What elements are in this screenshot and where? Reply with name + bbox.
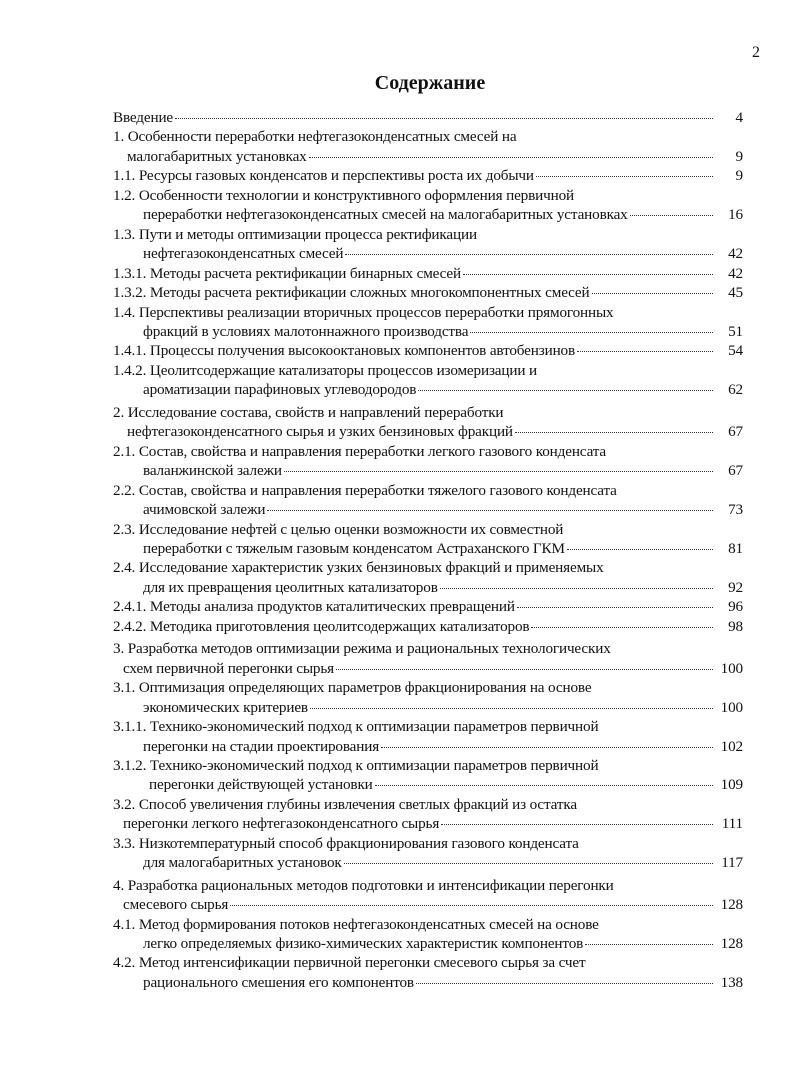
toc-page-number: 100 [720,698,743,716]
toc-entry-line [113,678,743,697]
toc-entry-line [113,264,743,283]
toc-entry[interactable] [113,678,743,717]
dot-leader [267,510,713,511]
toc-entry-title: 2.4. Исследование характеристик узких бензиновых фракций и применяемых [113,559,604,577]
toc-entry-line [113,737,743,756]
toc-entry-title: нефтегазоконденсатных смесей [143,245,344,263]
toc-entry-title: смесевого сырья [123,896,229,914]
toc-page-number: 100 [720,659,743,677]
dot-leader [309,157,713,158]
toc-entry-title: 1.1. Ресурсы газовых конденсатов и перспективы роста их добычи [113,167,534,185]
toc-entry-title: 2. Исследование состава, свойств и направлений переработки [113,403,504,421]
toc-entry-title: 1.3.2. Методы расчета ректификации сложных многокомпонентных смесей [113,284,590,302]
dot-leader [381,747,713,748]
toc-entry[interactable] [113,403,743,442]
toc-entry-line [113,147,743,166]
dot-leader [630,215,713,216]
toc-entry-title: 3.1.1. Технико-экономический подход к оптимизации параметров первичной [113,718,599,736]
dot-leader [175,118,713,119]
toc-entry-line [113,361,743,380]
toc-entry-line [113,853,743,872]
toc-entry-line [113,442,743,461]
toc-page-number: 62 [728,381,743,399]
toc-entry[interactable] [113,108,743,127]
toc-entry-title: для малогабаритных установок [143,854,342,872]
toc-page-number: 9 [735,167,743,185]
dot-leader [567,549,713,550]
dot-leader [470,332,713,333]
toc-entry-line [113,225,743,244]
toc-entry[interactable] [113,361,743,400]
toc-entry[interactable] [113,717,743,756]
toc-entry-title: 3. Разработка методов оптимизации режима и рациональных технологических [113,640,611,658]
toc-entry[interactable] [113,283,743,302]
toc-entry-line [113,895,743,914]
toc-entry-title: 2.3. Исследование нефтей с целью оценки возможности их совместной [113,520,564,538]
toc-entry-title: переработки нефтегазоконденсатных смесей на малогабаритных установках [143,206,628,224]
toc-page-number: 45 [728,284,743,302]
dot-leader [345,254,713,255]
toc-entry-line [113,953,743,972]
toc-entry-title: 2.4.2. Методика приготовления цеолитсодержащих катализаторов [113,617,530,635]
dot-leader [418,390,713,391]
toc-entry-title: перегонки действующей установки [149,776,373,794]
toc-page-number: 128 [720,896,743,914]
table-of-contents [113,108,743,992]
page-number: 2 [752,44,760,61]
toc-entry-title: 1.4. Перспективы реализации вторичных процессов переработки прямогонных [113,303,614,321]
toc-entry-title: схем первичной перегонки сырья [123,659,334,677]
toc-entry-line [113,205,743,224]
dot-leader [230,905,713,906]
toc-page-number: 128 [720,935,743,953]
toc-page-number: 98 [728,617,743,635]
toc-entry[interactable] [113,225,743,264]
toc-entry-line [113,698,743,717]
toc-entry-line [113,127,743,146]
toc-entry-line [113,166,743,185]
toc-entry-title: 2.2. Состав, свойства и направления переработки тяжелого газового конденсата [113,481,617,499]
toc-entry-title: 4.2. Метод интенсификации первичной перегонки смесевого сырья за счет [113,954,586,972]
toc-entry-title: 3.3. Низкотемпературный способ фракционирования газового конденсата [113,834,579,852]
toc-entry-line [113,244,743,263]
toc-entry-title: для их превращения цеолитных катализаторов [143,578,438,596]
toc-entry-title: 2.1. Состав, свойства и направления переработки легкого газового конденсата [113,442,607,460]
toc-page-number: 54 [728,342,743,360]
toc-entry-title: 2.4.1. Методы анализа продуктов каталитических превращений [113,598,515,616]
toc-entry-line [113,403,743,422]
toc-page-number: 67 [728,462,743,480]
toc-entry-line [113,973,743,992]
toc-entry-title: 4.1. Метод формирования потоков нефтегазоконденсатных смесей на основе [113,915,599,933]
toc-entry[interactable] [113,639,743,678]
toc-entry-title: нефтегазоконденсатного сырья и узких бензиновых фракций [127,423,513,441]
toc-page-number: 81 [728,539,743,557]
toc-entry-line [113,283,743,302]
toc-entry[interactable] [113,166,743,185]
toc-entry[interactable] [113,876,743,915]
toc-page-number: 42 [728,245,743,263]
dot-leader [416,983,713,984]
toc-entry[interactable] [113,795,743,834]
toc-page-number: 109 [720,776,743,794]
toc-entry-title: ачимовской залежи [143,501,266,519]
dot-leader [515,432,713,433]
toc-entry-line [113,597,743,616]
toc-entry-line [113,322,743,341]
toc-page-number: 4 [735,109,743,126]
toc-entry-line [113,617,743,636]
toc-entry-line [113,558,743,577]
toc-entry-line [113,186,743,205]
toc-entry-line [113,481,743,500]
page-title: Содержание [374,72,486,94]
toc-entry-line [113,539,743,558]
toc-entry-title: 1.2. Особенности технологии и конструктивного оформления первичной [113,186,575,204]
toc-entry-line [113,108,743,127]
dot-leader [463,274,713,275]
dot-leader [375,785,713,786]
toc-entry-line [113,578,743,597]
toc-page-number: 51 [728,322,743,340]
toc-entry[interactable] [113,617,743,636]
toc-entry[interactable] [113,520,743,559]
dot-leader [441,824,713,825]
toc-entry-title: 3.1.2. Технико-экономический подход к оптимизации параметров первичной [113,756,599,774]
toc-entry-title: 1.4.1. Процессы получения высокооктановых компонентов автобензинов [113,342,576,360]
toc-entry-title: перегонки на стадии проектирования [143,737,380,755]
toc-page-number: 16 [728,206,743,224]
dot-leader [310,708,713,709]
toc-entry-title: 1.3.1. Методы расчета ректификации бинарных смесей [113,264,461,282]
toc-entry-title: малогабаритных установках [127,147,307,165]
toc-entry[interactable] [113,756,743,795]
toc-entry-line [113,756,743,775]
toc-entry[interactable] [113,303,743,342]
dot-leader [531,627,713,628]
toc-page-number: 9 [735,147,743,165]
toc-entry-line [113,341,743,360]
toc-page-number: 42 [728,264,743,282]
toc-entry-line [113,659,743,678]
toc-page-number: 96 [728,598,743,616]
toc-entry-line [113,461,743,480]
toc-entry-title: 3.2. Способ увеличения глубины извлечения светлых фракций из остатка [113,795,577,813]
toc-entry-line [113,422,743,441]
toc-entry[interactable] [113,834,743,873]
toc-entry-title: 1. Особенности переработки нефтегазоконденсатных смесей на [113,128,517,146]
dot-leader [284,471,713,472]
toc-entry-line [113,639,743,658]
toc-entry[interactable] [113,558,743,597]
toc-page-number: 138 [720,973,743,991]
toc-entry-title: переработки с тяжелым газовым конденсатом Астраханского ГКМ [143,539,565,557]
toc-entry-title: перегонки легкого нефтегазоконденсатного сырья [123,815,440,833]
toc-page-number: 67 [728,423,743,441]
toc-entry-title: фракций в условиях малотоннажного производства [143,322,469,340]
toc-entry-title: ароматизации парафиновых углеводородов [143,381,417,399]
toc-entry-title: экономических критериев [143,698,308,716]
toc-entry[interactable] [113,953,743,992]
toc-entry-line [113,500,743,519]
toc-entry-title: легко определяемых физико-химических характеристик компонентов [143,935,584,953]
toc-entry[interactable] [113,341,743,360]
toc-entry-line [113,876,743,895]
toc-entry-line [113,795,743,814]
toc-entry-line [113,380,743,399]
toc-entry-line [113,520,743,539]
toc-entry[interactable] [113,186,743,225]
dot-leader [592,293,713,294]
toc-entry-title: валанжинской залежи [143,462,282,480]
toc-page-number: 102 [720,737,743,755]
dot-leader [577,351,713,352]
toc-entry-title: 1.4.2. Цеолитсодержащие катализаторы процессов изомеризации и [113,361,537,379]
toc-page-number: 111 [721,815,743,833]
toc-entry-line [113,934,743,953]
toc-entry[interactable] [113,597,743,616]
toc-entry[interactable] [113,915,743,954]
dot-leader [517,607,713,608]
dot-leader [440,588,713,589]
toc-entry-line [113,915,743,934]
toc-page-number: 117 [721,854,743,872]
toc-page-number: 92 [728,578,743,596]
toc-entry[interactable] [113,442,743,481]
dot-leader [336,669,713,670]
toc-entry-line [113,717,743,736]
toc-entry[interactable] [113,264,743,283]
toc-page-number: 73 [728,501,743,519]
toc-entry-title: Введение [113,109,174,126]
toc-entry-line [113,775,743,794]
dot-leader [536,176,713,177]
toc-entry-title: 3.1. Оптимизация определяющих параметров фракционирования на основе [113,679,592,697]
toc-entry-title: рационального смешения его компонентов [143,973,414,991]
toc-entry-title: 1.3. Пути и методы оптимизации процесса ректификации [113,225,477,243]
toc-entry-line [113,814,743,833]
toc-entry[interactable] [113,127,743,166]
dot-leader [585,944,713,945]
toc-entry-title: 4. Разработка рациональных методов подготовки и интенсификации перегонки [113,876,614,894]
toc-entry[interactable] [113,481,743,520]
toc-entry-line [113,303,743,322]
toc-entry-line [113,834,743,853]
dot-leader [344,863,713,864]
